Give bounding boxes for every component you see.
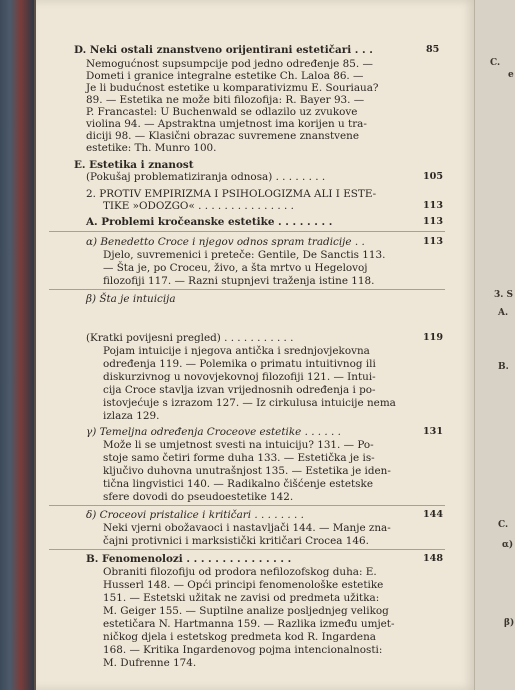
toc-line: Je li budućnost estetike u komparativizmu E. Souriaua? [86,82,379,94]
toc-line: diciji 98. — Klasični obrazac suvremene znanstvene [86,130,359,142]
page-number: 85 [426,44,440,55]
toc-line: (Pokušaj problematiziranja odnosa) . . . . . . . . [86,171,326,183]
page-number: 113 [423,200,444,211]
toc-line: estetičara N. Hartmanna 159. — Razlika između umjet- [103,618,395,630]
page-number: 105 [423,171,444,182]
page-number: 119 [423,332,444,343]
toc-line: TIKE »ODOZGO« . . . . . . . . . . . . . . . [103,200,294,212]
toc-line: određenja 119. — Polemika o primatu intuitivnog ili [103,358,376,370]
right-page-fragment: α) [502,540,514,550]
right-page-fragment: 3. S [494,290,514,300]
toc-line: violina 94. — Apstraktna umjetnost ima korijen u tra- [86,118,367,130]
right-page-fragment: e [508,70,514,80]
toc-subheading-alpha: α) Benedetto Croce i njegov odnos spram tradicije . . [86,236,365,248]
toc-line: 89. — Estetika ne može biti filozofija: R. Bayer 93. — [86,94,365,106]
toc-line: Nemogućnost supsumpcije pod jedno određenje 85. — [86,58,373,70]
toc-line: — Šta je, po Croceu, živo, a šta mrtvo u Hegelovoj [103,262,368,274]
toc-line: Obraniti filozofiju od prodora nefilozofskog duha: E. [103,566,377,578]
toc-heading-e: E. Estetika i znanost [74,159,194,171]
toc-subheading-delta: δ) Croceovi pristalice i kritičari . . . . . . . . [86,509,304,521]
toc-line: izlaza 129. [103,410,160,422]
toc-line: tična lingvistici 140. — Radikalno čišćenje estetske [103,478,373,490]
toc-line: Može li se umjetnost svesti na intuiciju? 131. — Po- [103,439,374,451]
divider [49,505,445,506]
right-page-fragment: C. [498,520,509,530]
toc-line: cija Croce stavlja izvan vrijednosnih određenja i po- [103,384,376,396]
right-page-fragment: β) [504,618,515,628]
toc-line: ničkog djela i estetskog predmeta kod R. Ingardena [103,631,376,643]
page-number: 148 [423,553,444,564]
toc-line: Djelo, suvremenici i preteče: Gentile, De Sanctis 113. [103,249,386,261]
toc-line: estetike: Th. Munro 100. [86,142,217,154]
toc-line: sfere dovodi do pseudoestetike 142. [103,491,294,503]
toc-heading-b: B. Fenomenolozi . . . . . . . . . . . . . . . [86,553,292,565]
book-page-right [474,0,515,690]
right-page-fragment: B. [498,362,509,372]
divider [49,289,445,290]
page-number: 113 [423,216,444,227]
toc-line: istovjećuje s izrazom 127. — Iz cirkulusa intuicije nema [103,397,396,409]
toc-line: Neki vjerni obožavaoci i nastavljači 144. — Manje zna- [103,522,391,534]
toc-subheading-gamma: γ) Temeljna određenja Croceove estetike . . . . . . [86,426,341,438]
toc-line: čajni protivnici i marksistički kritičari Crocea 146. [103,535,369,547]
right-page-fragment: A. [498,308,509,318]
toc-line: M. Geiger 155. — Suptilne analize posljednjeg velikog [103,605,389,617]
toc-heading-d: D. Neki ostali znanstveno orijentirani estetičari . . . [74,44,373,56]
divider [49,231,445,232]
background-left [0,0,34,690]
toc-line: stoje samo četiri forme duha 133. — Estetička je is- [103,452,375,464]
toc-line: diskurzivnog u novovjekovnoj filozofiji 121. — Intui- [103,371,376,383]
toc-line: ključivo duhovna unutrašnjost 135. — Estetika je iden- [103,465,391,477]
toc-chapter-2: 2. PROTIV EMPIRIZMA I PSIHOLOGIZMA ALI I ESTE- [86,188,377,200]
toc-heading-a: A. Problemi kročeanske estetike . . . . . . . . [86,216,333,228]
toc-line: Husserl 148. — Opći principi fenomenološke estetike [103,579,384,591]
toc-line: M. Dufrenne 174. [103,657,197,669]
right-page-fragment: C. [490,58,501,68]
toc-line: Dometi i granice integralne estetike Ch. Laloa 86. — [86,70,364,82]
page-number: 131 [423,426,444,437]
toc-line: P. Francastel: U Buchenwald se odlazilo uz zvukove [86,106,358,118]
toc-line: filozofiji 117. — Razni stupnjevi traženja istine 118. [103,275,375,287]
divider [49,549,445,550]
toc-line: 151. — Estetski užitak ne zavisi od predmeta užitka: [103,592,380,604]
toc-line: (Kratki povijesni pregled) . . . . . . . . . . . [86,332,294,344]
toc-subheading-beta: β) Šta je intuicija [86,293,176,305]
toc-line: Pojam intuicije i njegova antička i srednjovjekovna [103,345,370,357]
page-number: 113 [423,236,444,247]
toc-line: 168. — Kritika Ingardenovog pojma intencionalnosti: [103,644,383,656]
page-number: 144 [423,509,444,520]
